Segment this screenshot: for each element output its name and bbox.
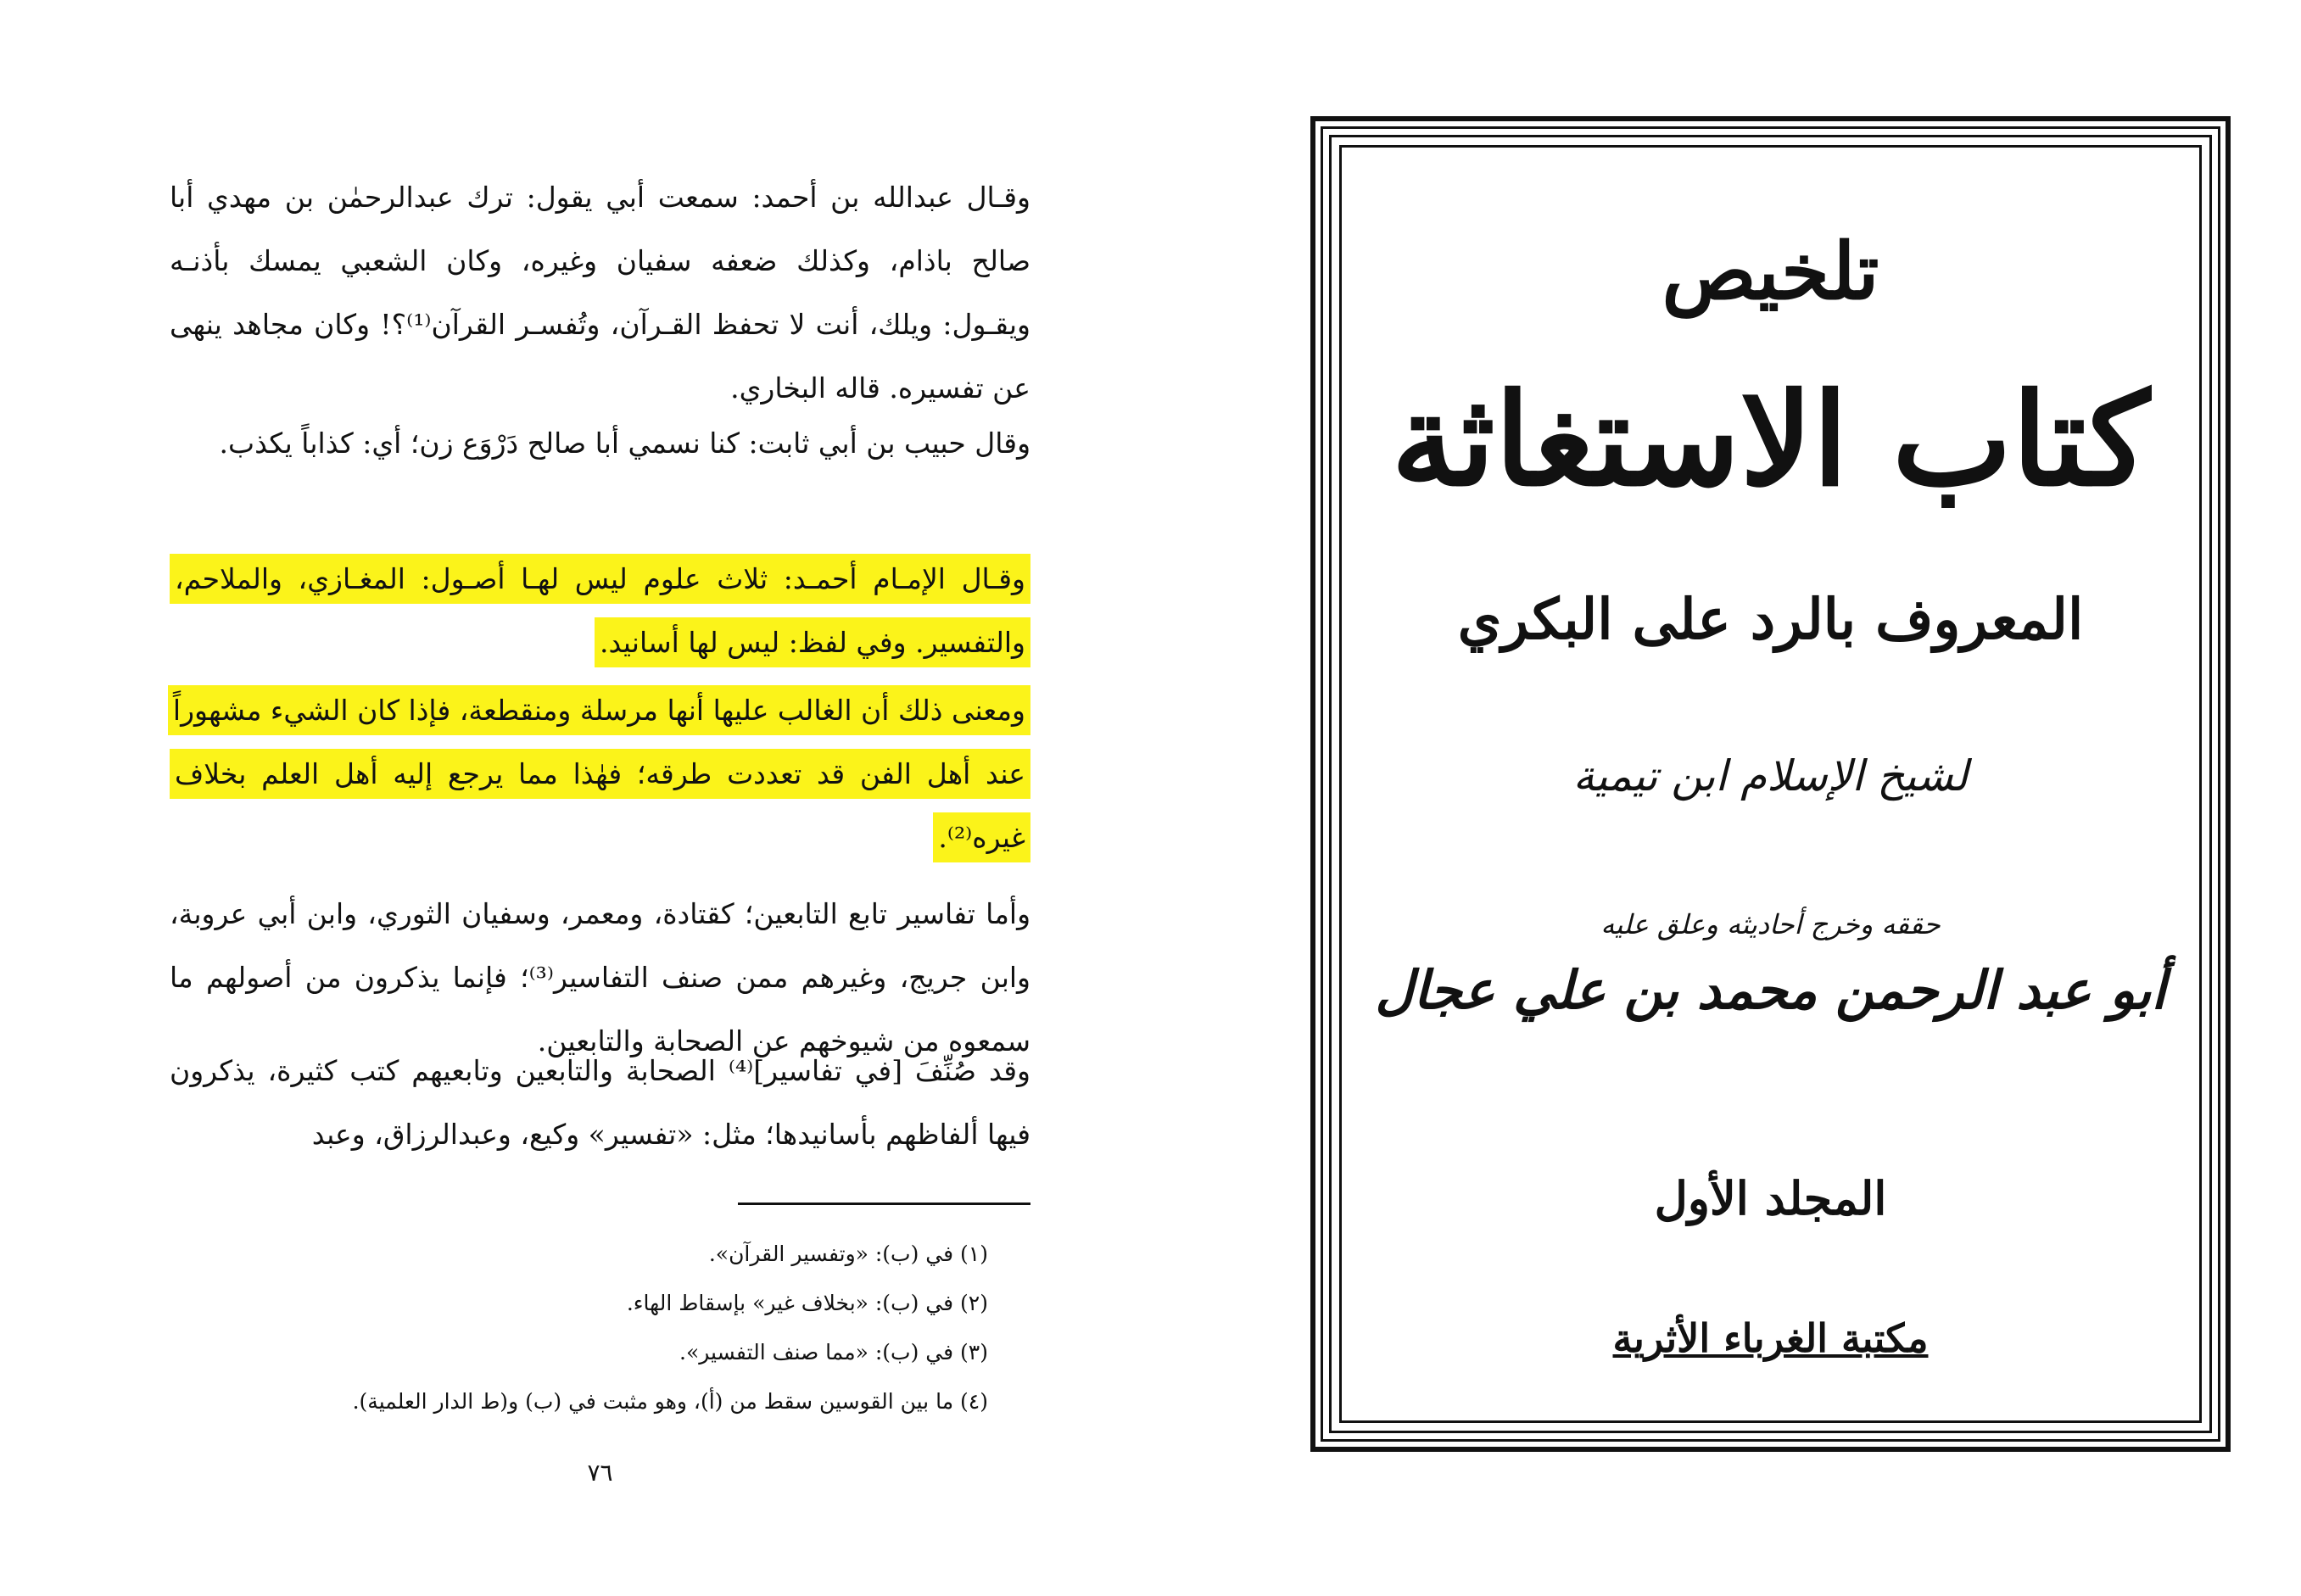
cover-author: لشيخ الإسلام ابن تيمية	[1572, 751, 1969, 801]
book-cover	[1310, 116, 2231, 1452]
paragraph-4-highlighted	[170, 678, 1030, 869]
footnote-2: (٢) في (ب): «بخلاف غير» بإسقاط الهاء.	[626, 1291, 988, 1315]
highlight-1: وقـال الإمـام أحمـد: ثلاث علوم ليس لهـا أصـول: المغـازي، والملاحم، والتفسير. وفي لفظ: ليس لها أسانيد.	[170, 554, 1030, 667]
page-number: ٧٦	[587, 1459, 613, 1487]
cover-main-title: كتاب الاستغاثة	[1391, 366, 2150, 515]
paragraph-2: وقال حبيب بن أبي ثابت: كنا نسمي أبا صالح دَرْوَع زن؛ أي: كذاباً يكذب.	[219, 427, 1030, 460]
footnote-4: (٤) ما بين القوسين سقط من (أ)، وهو مثبت في (ب) و(ط الدار العلمية).	[352, 1389, 988, 1414]
footnote-3: (٣) في (ب): «مما صنف التفسير».	[679, 1340, 988, 1364]
paragraph-3-highlighted	[170, 547, 1030, 674]
left-page	[170, 153, 1030, 1510]
cover-editor: أبو عبد الرحمن محمد بن علي عجال	[1375, 959, 2166, 1021]
cover-publisher: مكتبة الغرباء الأثرية	[1612, 1315, 1929, 1361]
cover-pre-title: تلخيص	[1662, 226, 1879, 317]
footnote-1: (١) في (ب): «وتفسير القرآن».	[708, 1242, 988, 1266]
cover-subtitle: المعروف بالرد على البكري	[1457, 586, 2084, 652]
footnotes	[182, 1230, 988, 1426]
highlight-2: ومعنى ذلك أن الغالب عليها أنها مرسلة ومنقطعة، فإذا كان الشيء مشهوراً عند أهل الفن قد تعددت طرقه؛ فهٰذا مما يرجع إليه أهل العلم بخلاف غيره⁽²⁾.	[168, 685, 1030, 862]
cover-content	[1339, 145, 2202, 1423]
paragraph-1: وقـال عبدالله بن أحمد: سمعت أبي يقول: ترك عبدالرحمٰن بن مهدي أبا صالح باذام، وكذلك ضعفه سفيان وغيره، وكان الشعبي يمسك بأذنـه ويقـول: ويلك، أنت لا تحفظ القـرآن، وتُفسـر القرآن⁽¹⁾؟! وكان مجاهد ينهى عن تفسيره. قاله البخاري.	[170, 181, 1030, 405]
paragraph-6: وقد صُنِّفَ [في تفاسير]⁽⁴⁾ الصحابة والتابعين وتابعيهم كتب كثيرة، يذكرون فيها ألفاظهم بأسانيدها؛ مثل: «تفسير» وكيع، وعبدالرزاق، وعبد	[170, 1054, 1030, 1151]
paragraph-5: وأما تفاسير تابع التابعين؛ كقتادة، ومعمر، وسفيان الثوري، وابن أبي عروبة، وابن جريج، وغيرهم ممن صنف التفاسير⁽³⁾؛ فإنما يذكرون من أصولهم ما سمعوه من شيوخهم عن الصحابة والتابعين.	[170, 897, 1030, 1057]
cover-editor-role: حققه وخرج أحاديثه وعلق عليه	[1600, 908, 1941, 940]
cover-volume: المجلد الأول	[1654, 1171, 1887, 1225]
footnote-divider	[738, 1203, 1030, 1205]
